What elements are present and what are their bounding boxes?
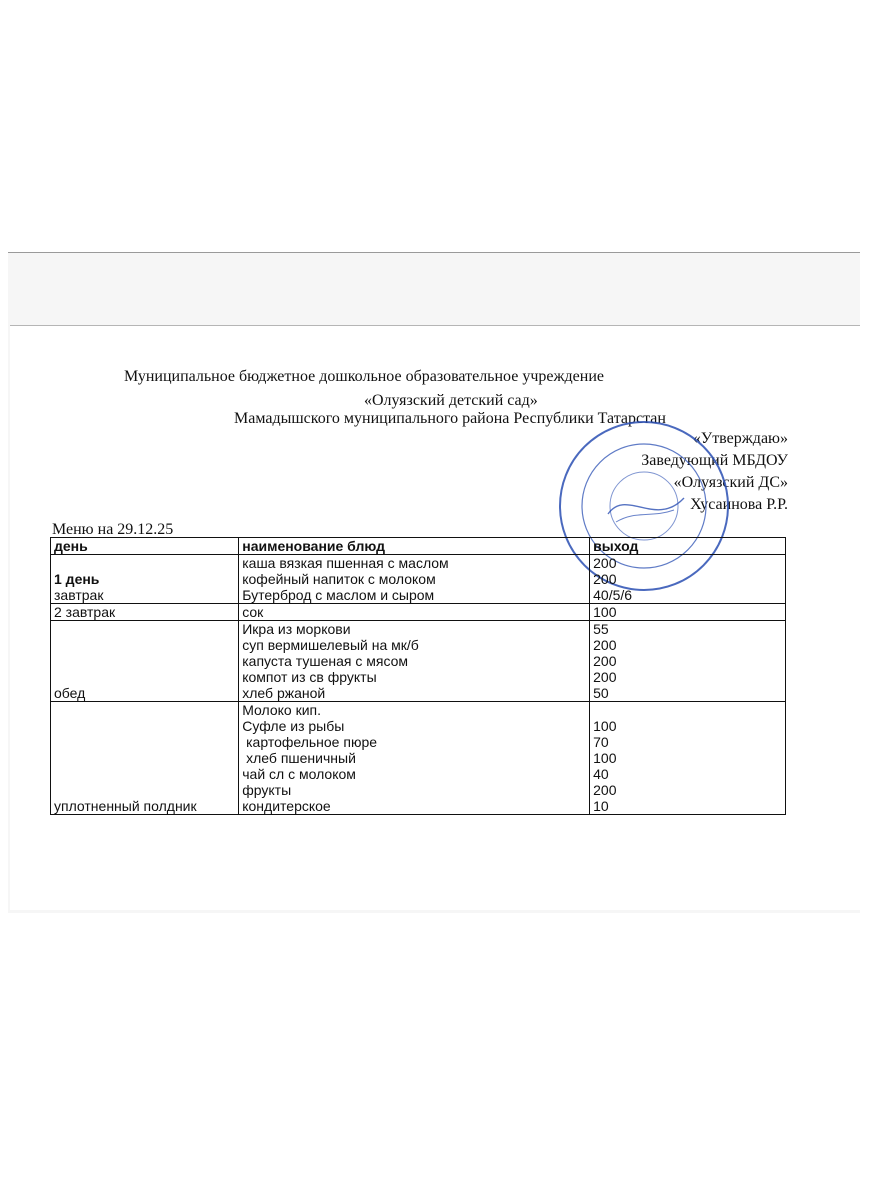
output-cell [590, 702, 786, 815]
org-name-line-1: Муниципальное бюджетное дошкольное образовательное учреждение [124, 368, 604, 385]
output-cell [590, 621, 786, 702]
output-value: 200 [593, 637, 617, 653]
approval-position: Заведующий МБДОУ [641, 452, 788, 469]
output-value: 10 [593, 798, 609, 814]
dishes-cell [239, 604, 590, 621]
output-value: 100 [593, 604, 617, 620]
dish-item: чай сл с молоком [242, 766, 356, 782]
output-value: 200 [593, 669, 617, 685]
output-value: 40 [593, 766, 609, 782]
output-value: 50 [593, 685, 609, 701]
approval-organization: «Олуязский ДС» [673, 474, 788, 491]
output-value: 55 [593, 621, 609, 637]
dish-item: хлеб пшеничный [242, 750, 356, 766]
menu-date: Меню на 29.12.25 [52, 521, 174, 538]
approval-title: «Утверждаю» [692, 430, 788, 447]
dish-item: Суфле из рыбы [242, 718, 345, 734]
org-name-line-3: Мамадышского муниципального района Республики Татарстан [234, 410, 666, 427]
output-value: 70 [593, 734, 609, 750]
table-row-lunch [51, 621, 786, 702]
dish-item: каша вязкая пшенная с маслом [242, 555, 449, 571]
dish-item: фрукты [242, 782, 292, 798]
org-name-line-2: «Олуязский детский сад» [364, 392, 538, 409]
col-header-output: выход [590, 538, 786, 555]
output-value: 200 [593, 571, 617, 587]
table-header-row [51, 538, 786, 555]
dish-item: Бутерброд с маслом и сыром [242, 587, 435, 603]
meal-cell [51, 604, 239, 621]
output-cell [590, 555, 786, 604]
dish-item: Молоко кип. [242, 702, 322, 718]
meal-name: уплотненный полдник [54, 798, 197, 814]
output-value: 40/5/6 [593, 587, 633, 603]
dishes-cell [239, 621, 590, 702]
output-cell [590, 604, 786, 621]
meal-cell [51, 621, 239, 702]
col-header-day: день [51, 538, 239, 555]
dish-item: компот из св фрукты [242, 669, 377, 685]
dish-item: кондитерское [242, 798, 331, 814]
output-value: 200 [593, 653, 617, 669]
dish-item: кофейный напиток с молоком [242, 571, 436, 587]
meal-cell [51, 555, 239, 604]
meal-name: завтрак [54, 587, 104, 603]
col-header-dishes: наименование блюд [239, 538, 590, 555]
meal-cell [51, 702, 239, 815]
dish-item: суп вермишелевый на мк/б [242, 637, 419, 653]
day-number: 1 день [54, 571, 100, 587]
meal-name: обед [54, 685, 86, 701]
table-row-second-breakfast [51, 604, 786, 621]
meal-name: 2 завтрак [54, 604, 116, 620]
table-row-afternoon-snack [51, 702, 786, 815]
dish-item: Икра из моркови [242, 621, 351, 637]
menu-table [50, 537, 786, 815]
approval-signatory: Хусаинова Р.Р. [690, 496, 788, 513]
dishes-cell [239, 555, 590, 604]
table-row-breakfast [51, 555, 786, 604]
dishes-cell [239, 702, 590, 815]
output-value: 100 [593, 718, 617, 734]
dish-item: капуста тушеная с мясом [242, 653, 409, 669]
dish-item: сок [242, 604, 264, 620]
dish-item: хлеб ржаной [242, 685, 326, 701]
output-value: 200 [593, 782, 617, 798]
output-value: 100 [593, 750, 617, 766]
dish-item: картофельное пюре [242, 734, 378, 750]
output-value: 200 [593, 555, 617, 571]
